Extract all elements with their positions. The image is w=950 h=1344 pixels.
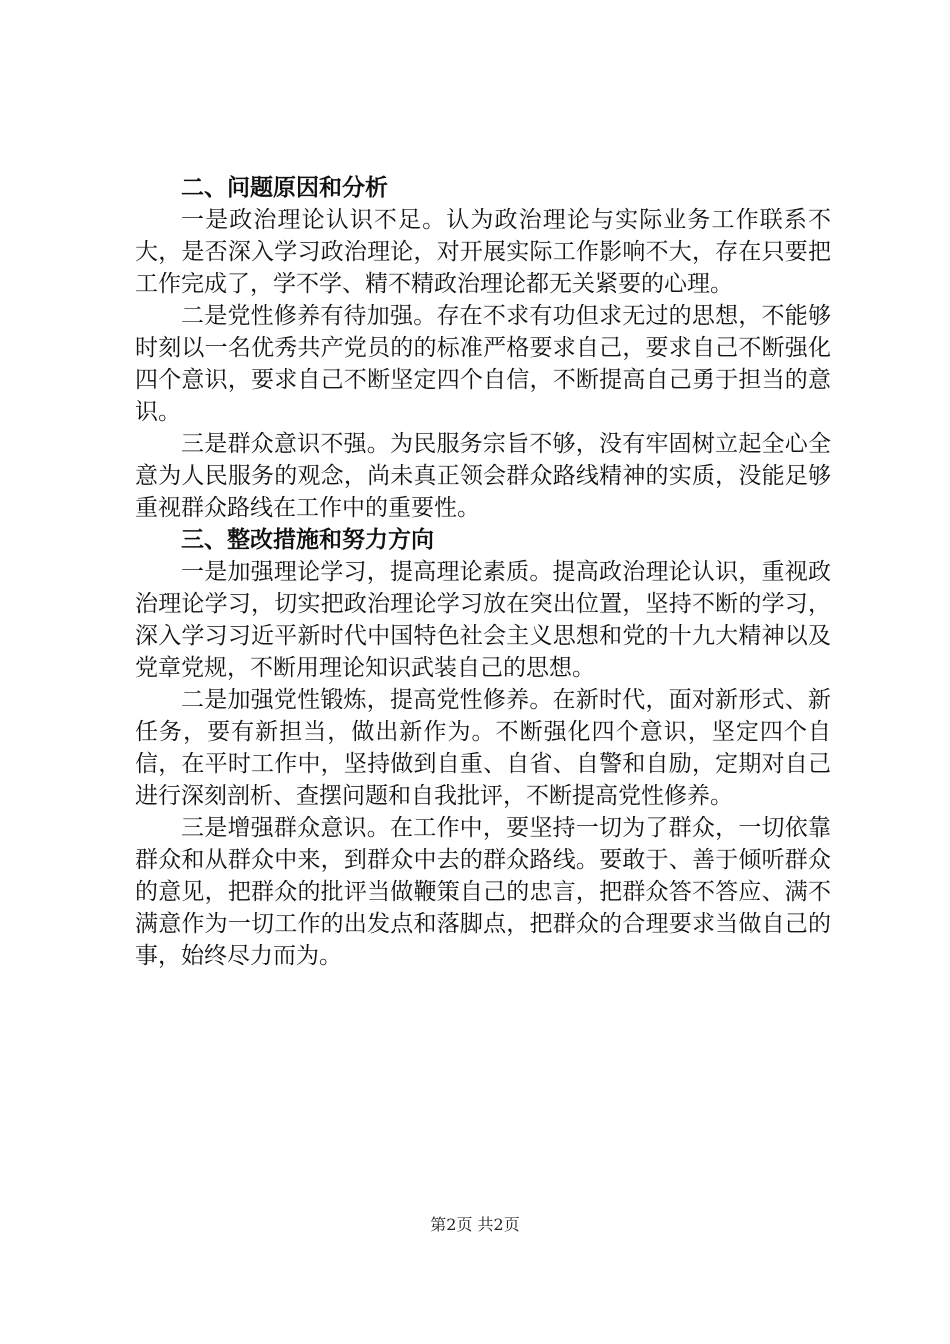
- document-body: [135, 172, 831, 972]
- section-heading: 二、问题原因和分析: [181, 175, 388, 201]
- section-heading: 三、整改措施和努力方向: [181, 527, 434, 553]
- paragraph: 三是增强群众意识。在工作中，要坚持一切为了群众，一切依靠群众和从群众中来，到群众中去的群众路线。要敢于、善于倾听群众的意见，把群众的批评当做鞭策自己的忠言，把群众答不答应、满不满意作为一切工作的出发点和落脚点，把群众的合理要求当做自己的事，始终尽力而为。: [135, 815, 831, 969]
- paragraph: 三是群众意识不强。为民服务宗旨不够，没有牢固树立起全心全意为人民服务的观念，尚未真正领会群众路线精神的实质，没能足够重视群众路线在工作中的重要性。: [135, 431, 831, 521]
- paragraph: 一是政治理论认识不足。认为政治理论与实际业务工作联系不大，是否深入学习政治理论，对开展实际工作影响不大，存在只要把工作完成了，学不学、精不精政治理论都无关紧要的心理。: [135, 207, 831, 297]
- paragraph: 二是加强党性锻炼，提高党性修养。在新时代，面对新形式、新任务，要有新担当，做出新作为。不断强化四个意识，坚定四个自信，在平时工作中，坚持做到自重、自省、自警和自励，定期对自己进行深刻剖析、查摆问题和自我批评，不断提高党性修养。: [135, 687, 831, 809]
- paragraph: 一是加强理论学习，提高理论素质。提高政治理论认识，重视政治理论学习，切实把政治理论学习放在突出位置，坚持不断的学习，深入学习习近平新时代中国特色社会主义思想和党的十九大精神以及党章党规，不断用理论知识武装自己的思想。: [135, 559, 831, 681]
- page-number-footer: 第2页 共2页: [430, 1215, 520, 1234]
- section-rectification-measures: [135, 524, 831, 972]
- paragraph: 二是党性修养有待加强。存在不求有功但求无过的思想，不能够时刻以一名优秀共产党员的的标准严格要求自己，要求自己不断强化四个意识，要求自己不断坚定四个自信，不断提高自己勇于担当的意识。: [135, 303, 831, 425]
- section-causes-analysis: [135, 172, 831, 524]
